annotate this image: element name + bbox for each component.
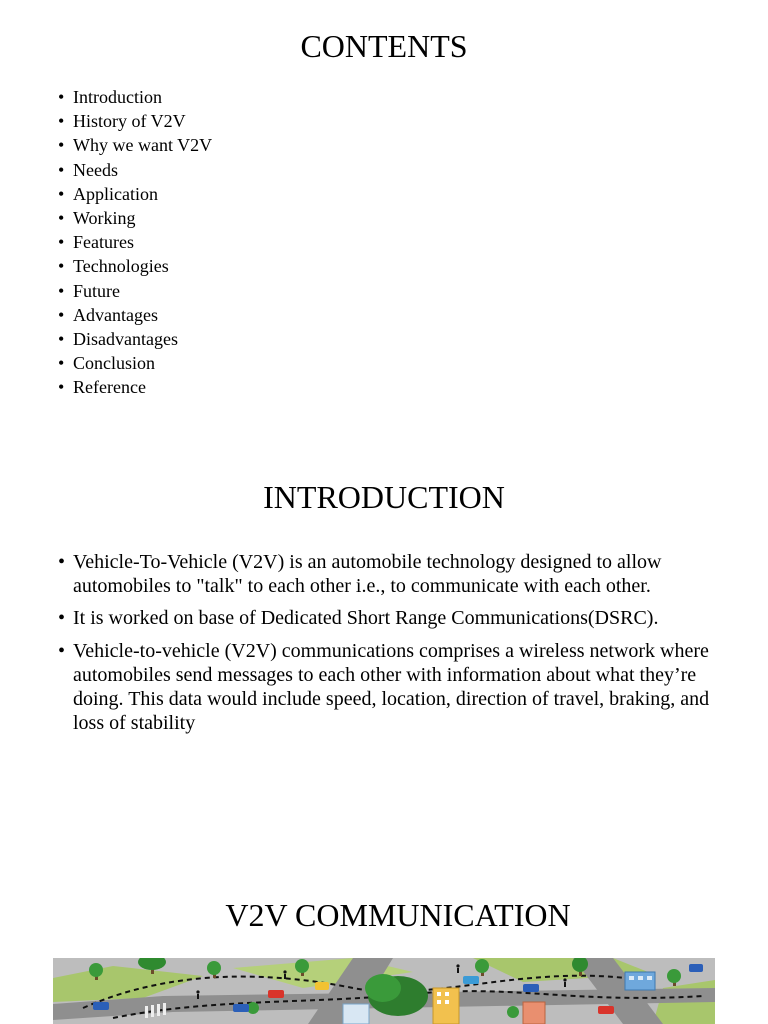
- contents-item: • Technologies: [58, 254, 212, 278]
- introduction-bullet: • Vehicle-To-Vehicle (V2V) is an automobile technology designed to allow automobiles to "talk" to each other i.e., to communicate with each other.: [58, 550, 718, 598]
- contents-list: [58, 85, 212, 400]
- contents-item: • Advantages: [58, 303, 212, 327]
- contents-item: • Working: [58, 206, 212, 230]
- contents-item: • Reference: [58, 375, 212, 399]
- v2v-communication-title: V2V COMMUNICATION: [225, 897, 571, 933]
- contents-item: • Future: [58, 279, 212, 303]
- introduction-title: INTRODUCTION: [263, 479, 505, 515]
- contents-title: CONTENTS: [300, 28, 468, 64]
- contents-item: • Needs: [58, 158, 212, 182]
- contents-item: • Conclusion: [58, 351, 212, 375]
- contents-item: • Disadvantages: [58, 327, 212, 351]
- contents-item: • Introduction: [58, 85, 212, 109]
- city-traffic-illustration: [53, 958, 715, 1024]
- contents-item: • Why we want V2V: [58, 133, 212, 157]
- introduction-bullet: • It is worked on base of Dedicated Short Range Communications(DSRC).: [58, 606, 718, 630]
- contents-item: • History of V2V: [58, 109, 212, 133]
- contents-item: • Application: [58, 182, 212, 206]
- introduction-bullets: [58, 550, 718, 743]
- contents-item: • Features: [58, 230, 212, 254]
- introduction-bullet: • Vehicle-to-vehicle (V2V) communications comprises a wireless network where automobiles send messages to each other with information about what they’re doing. This data would include speed, location, direction of travel, braking, and loss of stability: [58, 639, 718, 736]
